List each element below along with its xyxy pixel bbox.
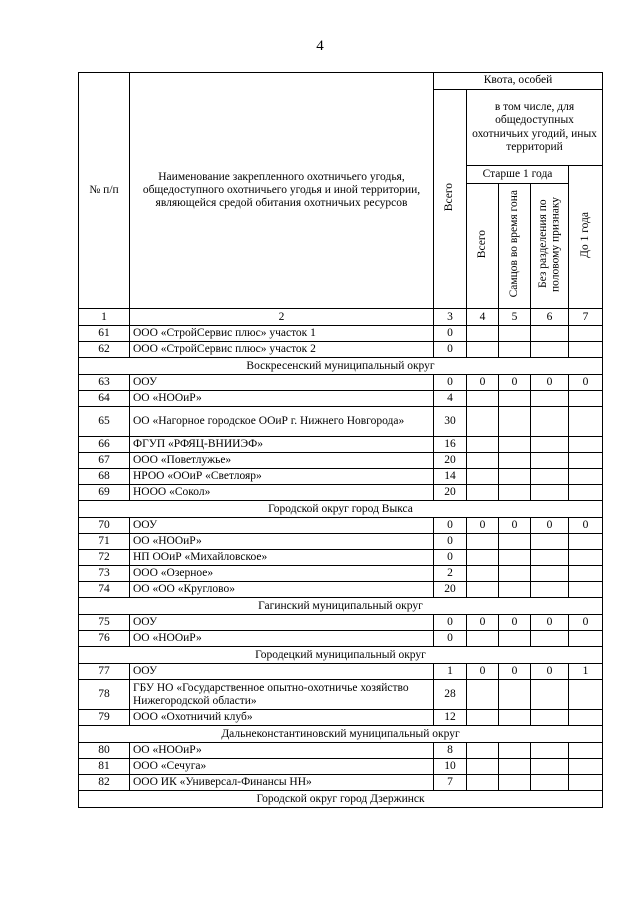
row-older-total xyxy=(467,775,499,791)
row-males: 0 xyxy=(499,518,531,534)
row-males xyxy=(499,550,531,566)
section-title: Городецкий муниципальный округ xyxy=(79,647,603,664)
section-row xyxy=(79,726,603,743)
row-older-total xyxy=(467,743,499,759)
table-row xyxy=(79,518,603,534)
row-number: 68 xyxy=(79,469,130,485)
row-number: 61 xyxy=(79,326,130,342)
section-row xyxy=(79,501,603,518)
section-title: Городской округ город Дзержинск xyxy=(79,791,603,808)
table-row xyxy=(79,469,603,485)
row-no-sex: 0 xyxy=(531,518,569,534)
row-older-total xyxy=(467,469,499,485)
row-older-total xyxy=(467,342,499,358)
header-older: Старше 1 года xyxy=(467,166,569,184)
row-number: 74 xyxy=(79,582,130,598)
row-males xyxy=(499,391,531,407)
header-name: Наименование закрепленного охотничьего угодья, общедоступного охотничьего угодья и иной территории, являющейся средой обитания охотничьих ресурсов xyxy=(130,73,434,309)
row-total: 0 xyxy=(434,550,467,566)
row-males xyxy=(499,534,531,550)
row-total: 0 xyxy=(434,342,467,358)
section-title: Городской округ город Выкса xyxy=(79,501,603,518)
row-under-1 xyxy=(569,566,603,582)
row-name: ОО «Нагорное городское ООиР г. Нижнего Новгорода» xyxy=(130,407,434,437)
row-under-1 xyxy=(569,485,603,501)
row-name: ООУ xyxy=(130,375,434,391)
row-no-sex xyxy=(531,326,569,342)
section-title: Гагинский муниципальный округ xyxy=(79,598,603,615)
table-row xyxy=(79,743,603,759)
row-older-total: 0 xyxy=(467,375,499,391)
row-older-total xyxy=(467,437,499,453)
row-older-total xyxy=(467,407,499,437)
row-under-1 xyxy=(569,469,603,485)
section-row xyxy=(79,791,603,808)
row-name: НООО «Сокол» xyxy=(130,485,434,501)
header-males: Самцов во время гона xyxy=(499,184,531,309)
row-under-1 xyxy=(569,453,603,469)
row-males xyxy=(499,437,531,453)
row-older-total xyxy=(467,485,499,501)
row-under-1: 0 xyxy=(569,615,603,631)
row-number: 76 xyxy=(79,631,130,647)
table-row xyxy=(79,550,603,566)
section-row xyxy=(79,358,603,375)
row-under-1 xyxy=(569,391,603,407)
row-total: 14 xyxy=(434,469,467,485)
row-number: 81 xyxy=(79,759,130,775)
row-total: 1 xyxy=(434,664,467,680)
table-row xyxy=(79,615,603,631)
quota-table xyxy=(78,72,603,808)
row-no-sex xyxy=(531,342,569,358)
row-name: ООО «СтройСервис плюс» участок 2 xyxy=(130,342,434,358)
row-total: 20 xyxy=(434,453,467,469)
row-name: ООО ИК «Универсал-Финансы НН» xyxy=(130,775,434,791)
row-no-sex xyxy=(531,391,569,407)
row-males xyxy=(499,743,531,759)
row-number: 65 xyxy=(79,407,130,437)
row-number: 72 xyxy=(79,550,130,566)
row-under-1 xyxy=(569,710,603,726)
header-older-total: Всего xyxy=(467,184,499,309)
row-no-sex xyxy=(531,775,569,791)
header-including: в том числе, для общедоступных охотничьих угодий, иных территорий xyxy=(467,90,603,166)
row-number: 73 xyxy=(79,566,130,582)
row-number: 75 xyxy=(79,615,130,631)
row-no-sex: 0 xyxy=(531,375,569,391)
row-total: 0 xyxy=(434,534,467,550)
row-no-sex xyxy=(531,453,569,469)
table-row xyxy=(79,342,603,358)
row-under-1 xyxy=(569,631,603,647)
row-total: 28 xyxy=(434,680,467,710)
table-row xyxy=(79,326,603,342)
row-no-sex xyxy=(531,485,569,501)
table-row xyxy=(79,437,603,453)
row-name: ГБУ НО «Государственное опытно-охотничье хозяйство Нижегородской области» xyxy=(130,680,434,710)
row-total: 10 xyxy=(434,759,467,775)
table-row xyxy=(79,582,603,598)
column-number: 2 xyxy=(130,309,434,326)
row-no-sex xyxy=(531,680,569,710)
row-no-sex xyxy=(531,407,569,437)
row-name: ООУ xyxy=(130,664,434,680)
row-name: НРОО «ООиР «Светлояр» xyxy=(130,469,434,485)
row-under-1: 1 xyxy=(569,664,603,680)
table-row xyxy=(79,566,603,582)
table-row xyxy=(79,759,603,775)
row-males: 0 xyxy=(499,615,531,631)
row-number: 69 xyxy=(79,485,130,501)
row-number: 80 xyxy=(79,743,130,759)
row-total: 0 xyxy=(434,615,467,631)
column-number: 4 xyxy=(467,309,499,326)
row-under-1 xyxy=(569,342,603,358)
row-no-sex: 0 xyxy=(531,664,569,680)
row-no-sex xyxy=(531,743,569,759)
row-older-total xyxy=(467,534,499,550)
row-total: 7 xyxy=(434,775,467,791)
column-number: 3 xyxy=(434,309,467,326)
row-total: 16 xyxy=(434,437,467,453)
row-number: 71 xyxy=(79,534,130,550)
section-title: Дальнеконстантиновский муниципальный округ xyxy=(79,726,603,743)
row-older-total: 0 xyxy=(467,664,499,680)
row-males xyxy=(499,566,531,582)
table-row xyxy=(79,375,603,391)
row-under-1 xyxy=(569,437,603,453)
row-total: 4 xyxy=(434,391,467,407)
row-under-1 xyxy=(569,407,603,437)
row-males xyxy=(499,759,531,775)
row-number: 63 xyxy=(79,375,130,391)
row-under-1 xyxy=(569,775,603,791)
row-total: 12 xyxy=(434,710,467,726)
header-total: Всего xyxy=(434,90,467,309)
section-title: Воскресенский муниципальный округ xyxy=(79,358,603,375)
row-under-1 xyxy=(569,534,603,550)
row-older-total xyxy=(467,566,499,582)
row-total: 0 xyxy=(434,326,467,342)
row-number: 62 xyxy=(79,342,130,358)
row-no-sex xyxy=(531,469,569,485)
row-males xyxy=(499,407,531,437)
row-males: 0 xyxy=(499,375,531,391)
row-under-1 xyxy=(569,550,603,566)
row-no-sex xyxy=(531,631,569,647)
column-number: 6 xyxy=(531,309,569,326)
row-name: ОО «НООиР» xyxy=(130,534,434,550)
row-name: ООО «Озерное» xyxy=(130,566,434,582)
row-older-total xyxy=(467,582,499,598)
row-under-1 xyxy=(569,759,603,775)
row-name: ОО «НООиР» xyxy=(130,631,434,647)
row-no-sex xyxy=(531,759,569,775)
table-row xyxy=(79,710,603,726)
row-name: ООО «Сечуга» xyxy=(130,759,434,775)
row-males xyxy=(499,342,531,358)
row-total: 20 xyxy=(434,582,467,598)
row-males xyxy=(499,326,531,342)
row-number: 70 xyxy=(79,518,130,534)
row-males xyxy=(499,710,531,726)
column-number: 5 xyxy=(499,309,531,326)
row-name: НП ООиР «Михайловское» xyxy=(130,550,434,566)
row-males xyxy=(499,631,531,647)
row-name: ОО «НООиР» xyxy=(130,391,434,407)
row-total: 8 xyxy=(434,743,467,759)
row-males xyxy=(499,469,531,485)
column-number: 1 xyxy=(79,309,130,326)
row-number: 78 xyxy=(79,680,130,710)
row-no-sex xyxy=(531,582,569,598)
row-older-total: 0 xyxy=(467,615,499,631)
row-older-total xyxy=(467,326,499,342)
row-number: 66 xyxy=(79,437,130,453)
row-older-total: 0 xyxy=(467,518,499,534)
row-total: 2 xyxy=(434,566,467,582)
header-no-sex: Без разделения по половому признаку xyxy=(531,184,569,309)
row-under-1 xyxy=(569,743,603,759)
row-total: 0 xyxy=(434,631,467,647)
row-no-sex xyxy=(531,437,569,453)
row-no-sex xyxy=(531,566,569,582)
row-name: ОО «НООиР» xyxy=(130,743,434,759)
row-number: 64 xyxy=(79,391,130,407)
header-under-1: До 1 года xyxy=(569,166,603,309)
table-row xyxy=(79,664,603,680)
header-quota: Квота, особей xyxy=(434,73,603,90)
table-row xyxy=(79,534,603,550)
row-older-total xyxy=(467,680,499,710)
row-total: 0 xyxy=(434,518,467,534)
row-no-sex: 0 xyxy=(531,615,569,631)
row-older-total xyxy=(467,631,499,647)
row-under-1 xyxy=(569,680,603,710)
row-name: ОО «ОО «Круглово» xyxy=(130,582,434,598)
row-older-total xyxy=(467,710,499,726)
row-males xyxy=(499,582,531,598)
row-name: ФГУП «РФЯЦ-ВНИИЭФ» xyxy=(130,437,434,453)
row-older-total xyxy=(467,453,499,469)
table-row xyxy=(79,631,603,647)
table-row xyxy=(79,775,603,791)
table-row xyxy=(79,680,603,710)
row-no-sex xyxy=(531,710,569,726)
table-row xyxy=(79,407,603,437)
row-males xyxy=(499,680,531,710)
row-no-sex xyxy=(531,534,569,550)
row-name: ООУ xyxy=(130,518,434,534)
row-number: 82 xyxy=(79,775,130,791)
column-numbers-row xyxy=(79,309,603,326)
row-number: 67 xyxy=(79,453,130,469)
row-older-total xyxy=(467,550,499,566)
section-row xyxy=(79,647,603,664)
row-no-sex xyxy=(531,550,569,566)
row-name: ООО «Охотничий клуб» xyxy=(130,710,434,726)
row-males xyxy=(499,775,531,791)
row-total: 30 xyxy=(434,407,467,437)
page-number: 4 xyxy=(316,38,324,54)
row-under-1: 0 xyxy=(569,375,603,391)
row-under-1: 0 xyxy=(569,518,603,534)
row-total: 20 xyxy=(434,485,467,501)
table-row xyxy=(79,453,603,469)
row-older-total xyxy=(467,391,499,407)
row-under-1 xyxy=(569,326,603,342)
row-number: 79 xyxy=(79,710,130,726)
row-older-total xyxy=(467,759,499,775)
column-number: 7 xyxy=(569,309,603,326)
row-name: ООУ xyxy=(130,615,434,631)
row-males: 0 xyxy=(499,664,531,680)
row-under-1 xyxy=(569,582,603,598)
row-name: ООО «СтройСервис плюс» участок 1 xyxy=(130,326,434,342)
row-males xyxy=(499,453,531,469)
section-row xyxy=(79,598,603,615)
row-number: 77 xyxy=(79,664,130,680)
table-row xyxy=(79,391,603,407)
table-row xyxy=(79,485,603,501)
row-name: ООО «Поветлужье» xyxy=(130,453,434,469)
row-total: 0 xyxy=(434,375,467,391)
header-number: № п/п xyxy=(79,73,130,309)
row-males xyxy=(499,485,531,501)
